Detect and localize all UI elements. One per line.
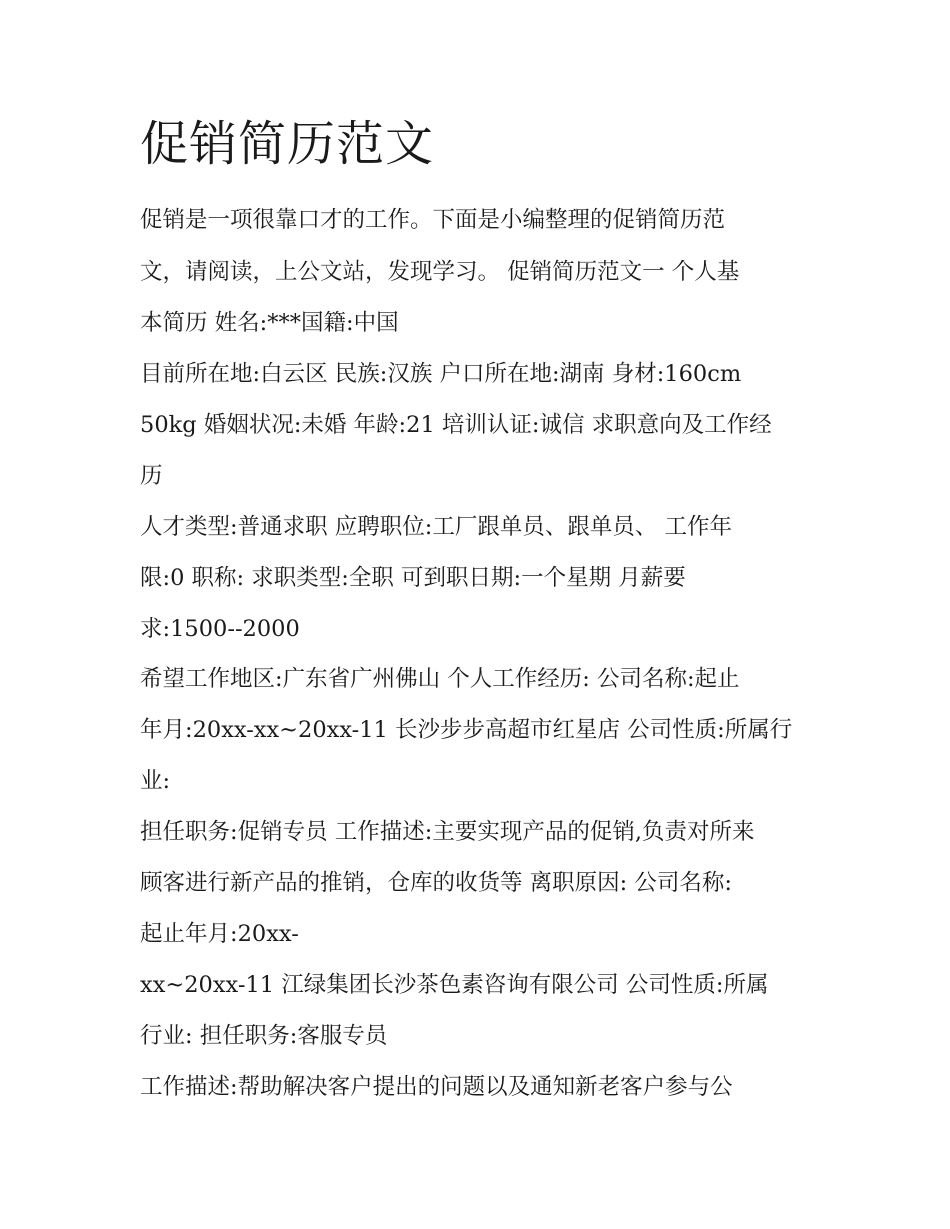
body-line: 业: [140, 768, 171, 794]
body-line: 促销是一项很靠口才的工作。下面是小编整理的促销简历范 [140, 207, 726, 233]
body-line: 起止年月:20xx- [140, 921, 299, 947]
body-line: 顾客进行新产品的推销，仓库的收货等 离职原因: 公司名称: [140, 870, 732, 896]
body-line: 求:1500--2000 [140, 616, 300, 642]
body-line: 希望工作地区:广东省广州佛山 个人工作经历: 公司名称:起止 [140, 666, 740, 692]
body-line: 目前所在地:白云区 民族:汉族 户口所在地:湖南 身材:160cm [140, 361, 742, 387]
body-line: 历 [140, 463, 163, 489]
body-line: 担任职务:促销专员 工作描述:主要实现产品的促销,负责对所来 [140, 819, 755, 845]
body-line: 50kg 婚姻状况:未婚 年龄:21 培训认证:诚信 求职意向及工作经 [140, 412, 772, 438]
body-line: 文，请阅读，上公文站，发现学习。 促销简历范文一 个人基 [140, 259, 740, 285]
body-line: xx~20xx-11 江绿集团长沙茶色素咨询有限公司 公司性质:所属 [140, 972, 769, 998]
document-title: 促销简历范文 [140, 116, 435, 172]
body-line: 本简历 姓名:***国籍:中国 [140, 310, 399, 336]
body-line: 行业: 担任职务:客服专员 [140, 1023, 388, 1049]
body-line: 人才类型:普通求职 应聘职位:工厂跟单员、跟单员、 工作年 [140, 514, 732, 540]
body-line: 限:0 职称: 求职类型:全职 可到职日期:一个星期 月薪要 [140, 565, 686, 591]
body-line: 年月:20xx-xx~20xx-11 长沙步步高超市红星店 公司性质:所属行 [140, 717, 793, 743]
body-line: 工作描述:帮助解决客户提出的问题以及通知新老客户参与公 [140, 1074, 733, 1100]
